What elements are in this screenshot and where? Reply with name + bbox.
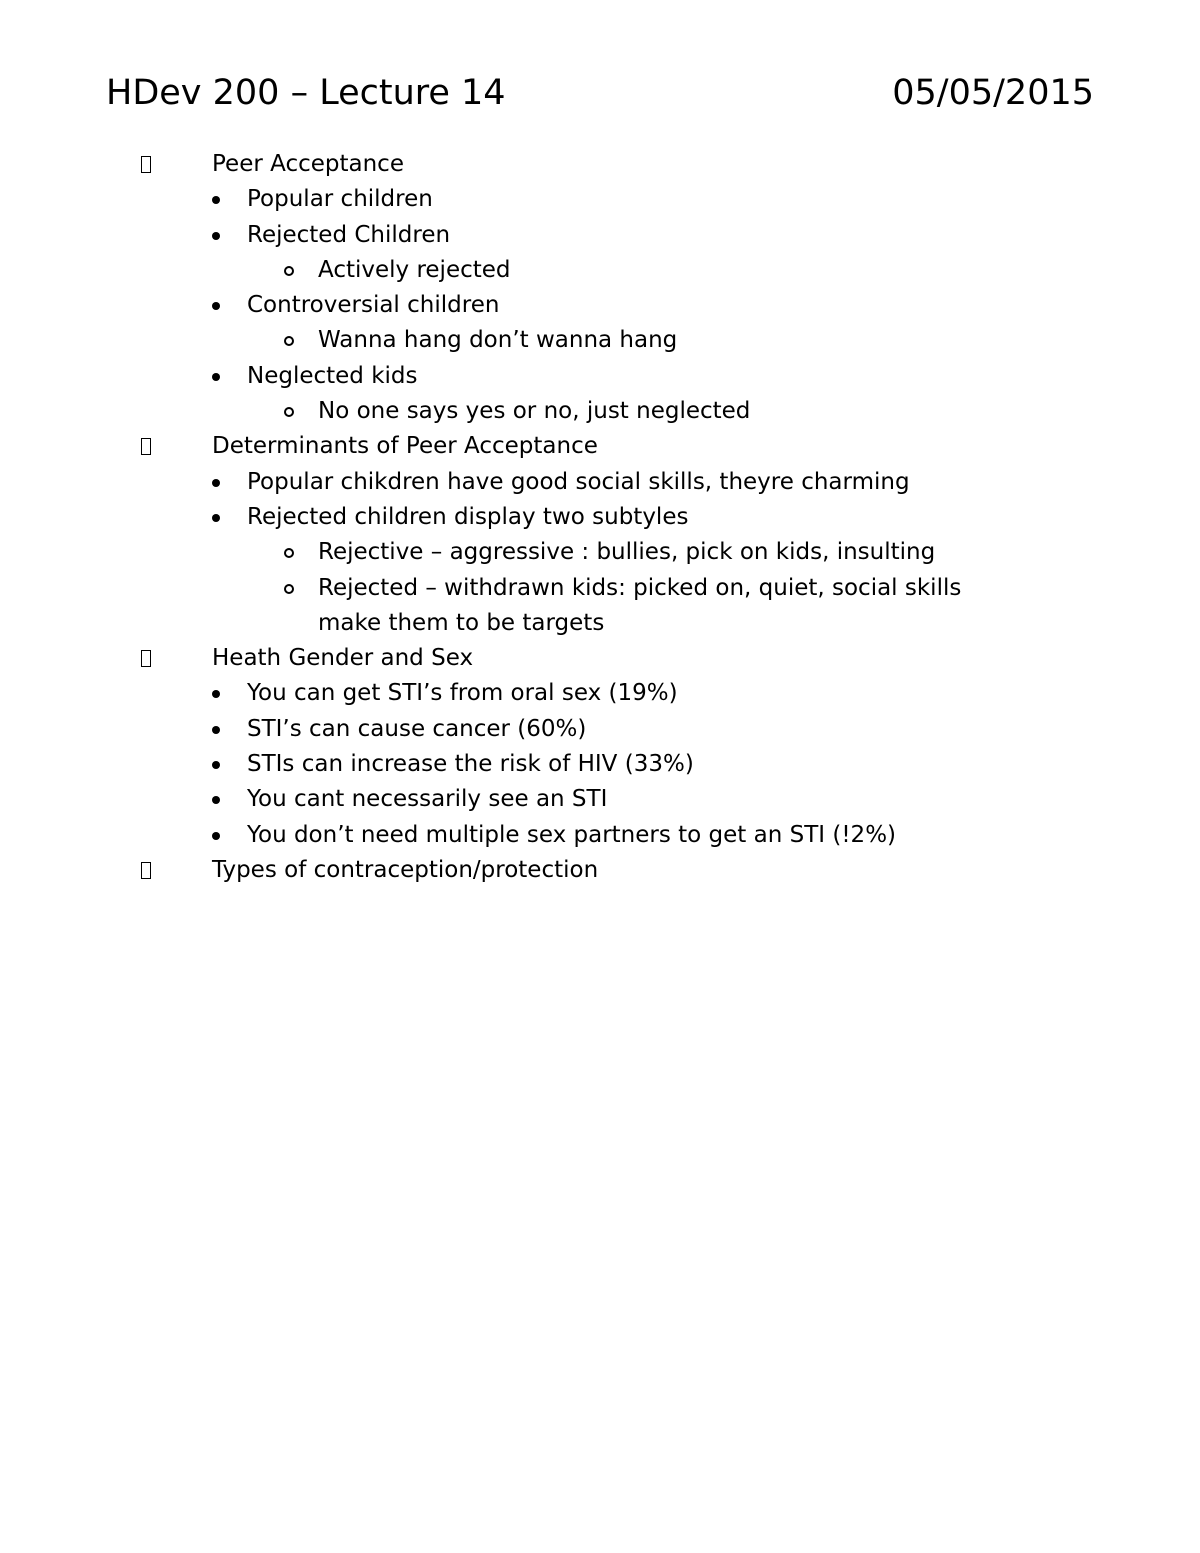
- bullet-icon: [212, 832, 220, 840]
- note-text: STI’s can cause cancer (60%): [247, 715, 587, 742]
- bullet-icon: [212, 690, 220, 698]
- note-text: Heath Gender and Sex: [212, 645, 474, 672]
- lecture-notes: [0, 147, 1200, 888]
- circle-bullet-icon: [284, 407, 294, 417]
- note-subbullet: [0, 323, 1200, 358]
- note-text: Types of contraception/protection: [212, 856, 599, 883]
- bullet-icon: [212, 373, 220, 381]
- note-heading: [0, 429, 1200, 464]
- circle-bullet-icon: [284, 336, 294, 346]
- missing-glyph-icon: [141, 862, 151, 879]
- note-text: You cant necessarily see an STI: [247, 786, 608, 813]
- lecture-title: HDev 200 – Lecture 14: [106, 73, 506, 113]
- note-subbullet: [0, 571, 1200, 642]
- page-header: [106, 68, 1094, 118]
- note-text: Rejected children display two subtyles: [247, 503, 689, 530]
- note-bullet: [0, 359, 1200, 394]
- lecture-date: 05/05/2015: [892, 73, 1094, 113]
- note-bullet: [0, 182, 1200, 217]
- note-bullet: [0, 676, 1200, 711]
- note-text: Rejected – withdrawn kids: picked on, quiet, social skills make them to be targets: [318, 574, 962, 636]
- note-heading: [0, 641, 1200, 676]
- missing-glyph-icon: [141, 650, 151, 667]
- bullet-icon: [212, 302, 220, 310]
- note-text: Neglected kids: [247, 362, 418, 389]
- bullet-icon: [212, 726, 220, 734]
- bullet-icon: [212, 514, 220, 522]
- note-subbullet: [0, 394, 1200, 429]
- note-heading: [0, 147, 1200, 182]
- note-bullet: [0, 712, 1200, 747]
- note-bullet: [0, 218, 1200, 253]
- bullet-icon: [212, 232, 220, 240]
- note-bullet: [0, 465, 1200, 500]
- bullet-icon: [212, 196, 220, 204]
- missing-glyph-icon: [141, 438, 151, 455]
- note-subbullet: [0, 535, 1200, 570]
- note-text: You don’t need multiple sex partners to get an STI (!2%): [247, 821, 897, 848]
- note-text: Popular children: [247, 186, 433, 213]
- note-text: Rejective – aggressive : bullies, pick on kids, insulting: [318, 539, 936, 566]
- note-bullet: [0, 288, 1200, 323]
- note-bullet: [0, 747, 1200, 782]
- note-text: Wanna hang don’t wanna hang: [318, 327, 678, 354]
- note-heading: [0, 853, 1200, 888]
- bullet-icon: [212, 796, 220, 804]
- note-bullet: [0, 782, 1200, 817]
- note-text: Peer Acceptance: [212, 151, 404, 177]
- missing-glyph-icon: [141, 156, 151, 173]
- circle-bullet-icon: [284, 266, 294, 276]
- note-text: No one says yes or no, just neglected: [318, 398, 751, 425]
- bullet-icon: [212, 761, 220, 769]
- note-text: Rejected Children: [247, 221, 451, 248]
- note-text: Popular chikdren have good social skills, theyre charming: [247, 468, 910, 495]
- note-text: You can get STI’s from oral sex (19%): [247, 680, 678, 707]
- note-subbullet: [0, 253, 1200, 288]
- note-text: Determinants of Peer Acceptance: [212, 433, 598, 460]
- circle-bullet-icon: [284, 584, 294, 594]
- bullet-icon: [212, 479, 220, 487]
- note-text: Actively rejected: [318, 256, 511, 283]
- circle-bullet-icon: [284, 548, 294, 558]
- note-bullet: [0, 500, 1200, 535]
- note-text: STIs can increase the risk of HIV (33%): [247, 751, 694, 778]
- note-text: Controversial children: [247, 292, 500, 319]
- note-bullet: [0, 818, 1200, 853]
